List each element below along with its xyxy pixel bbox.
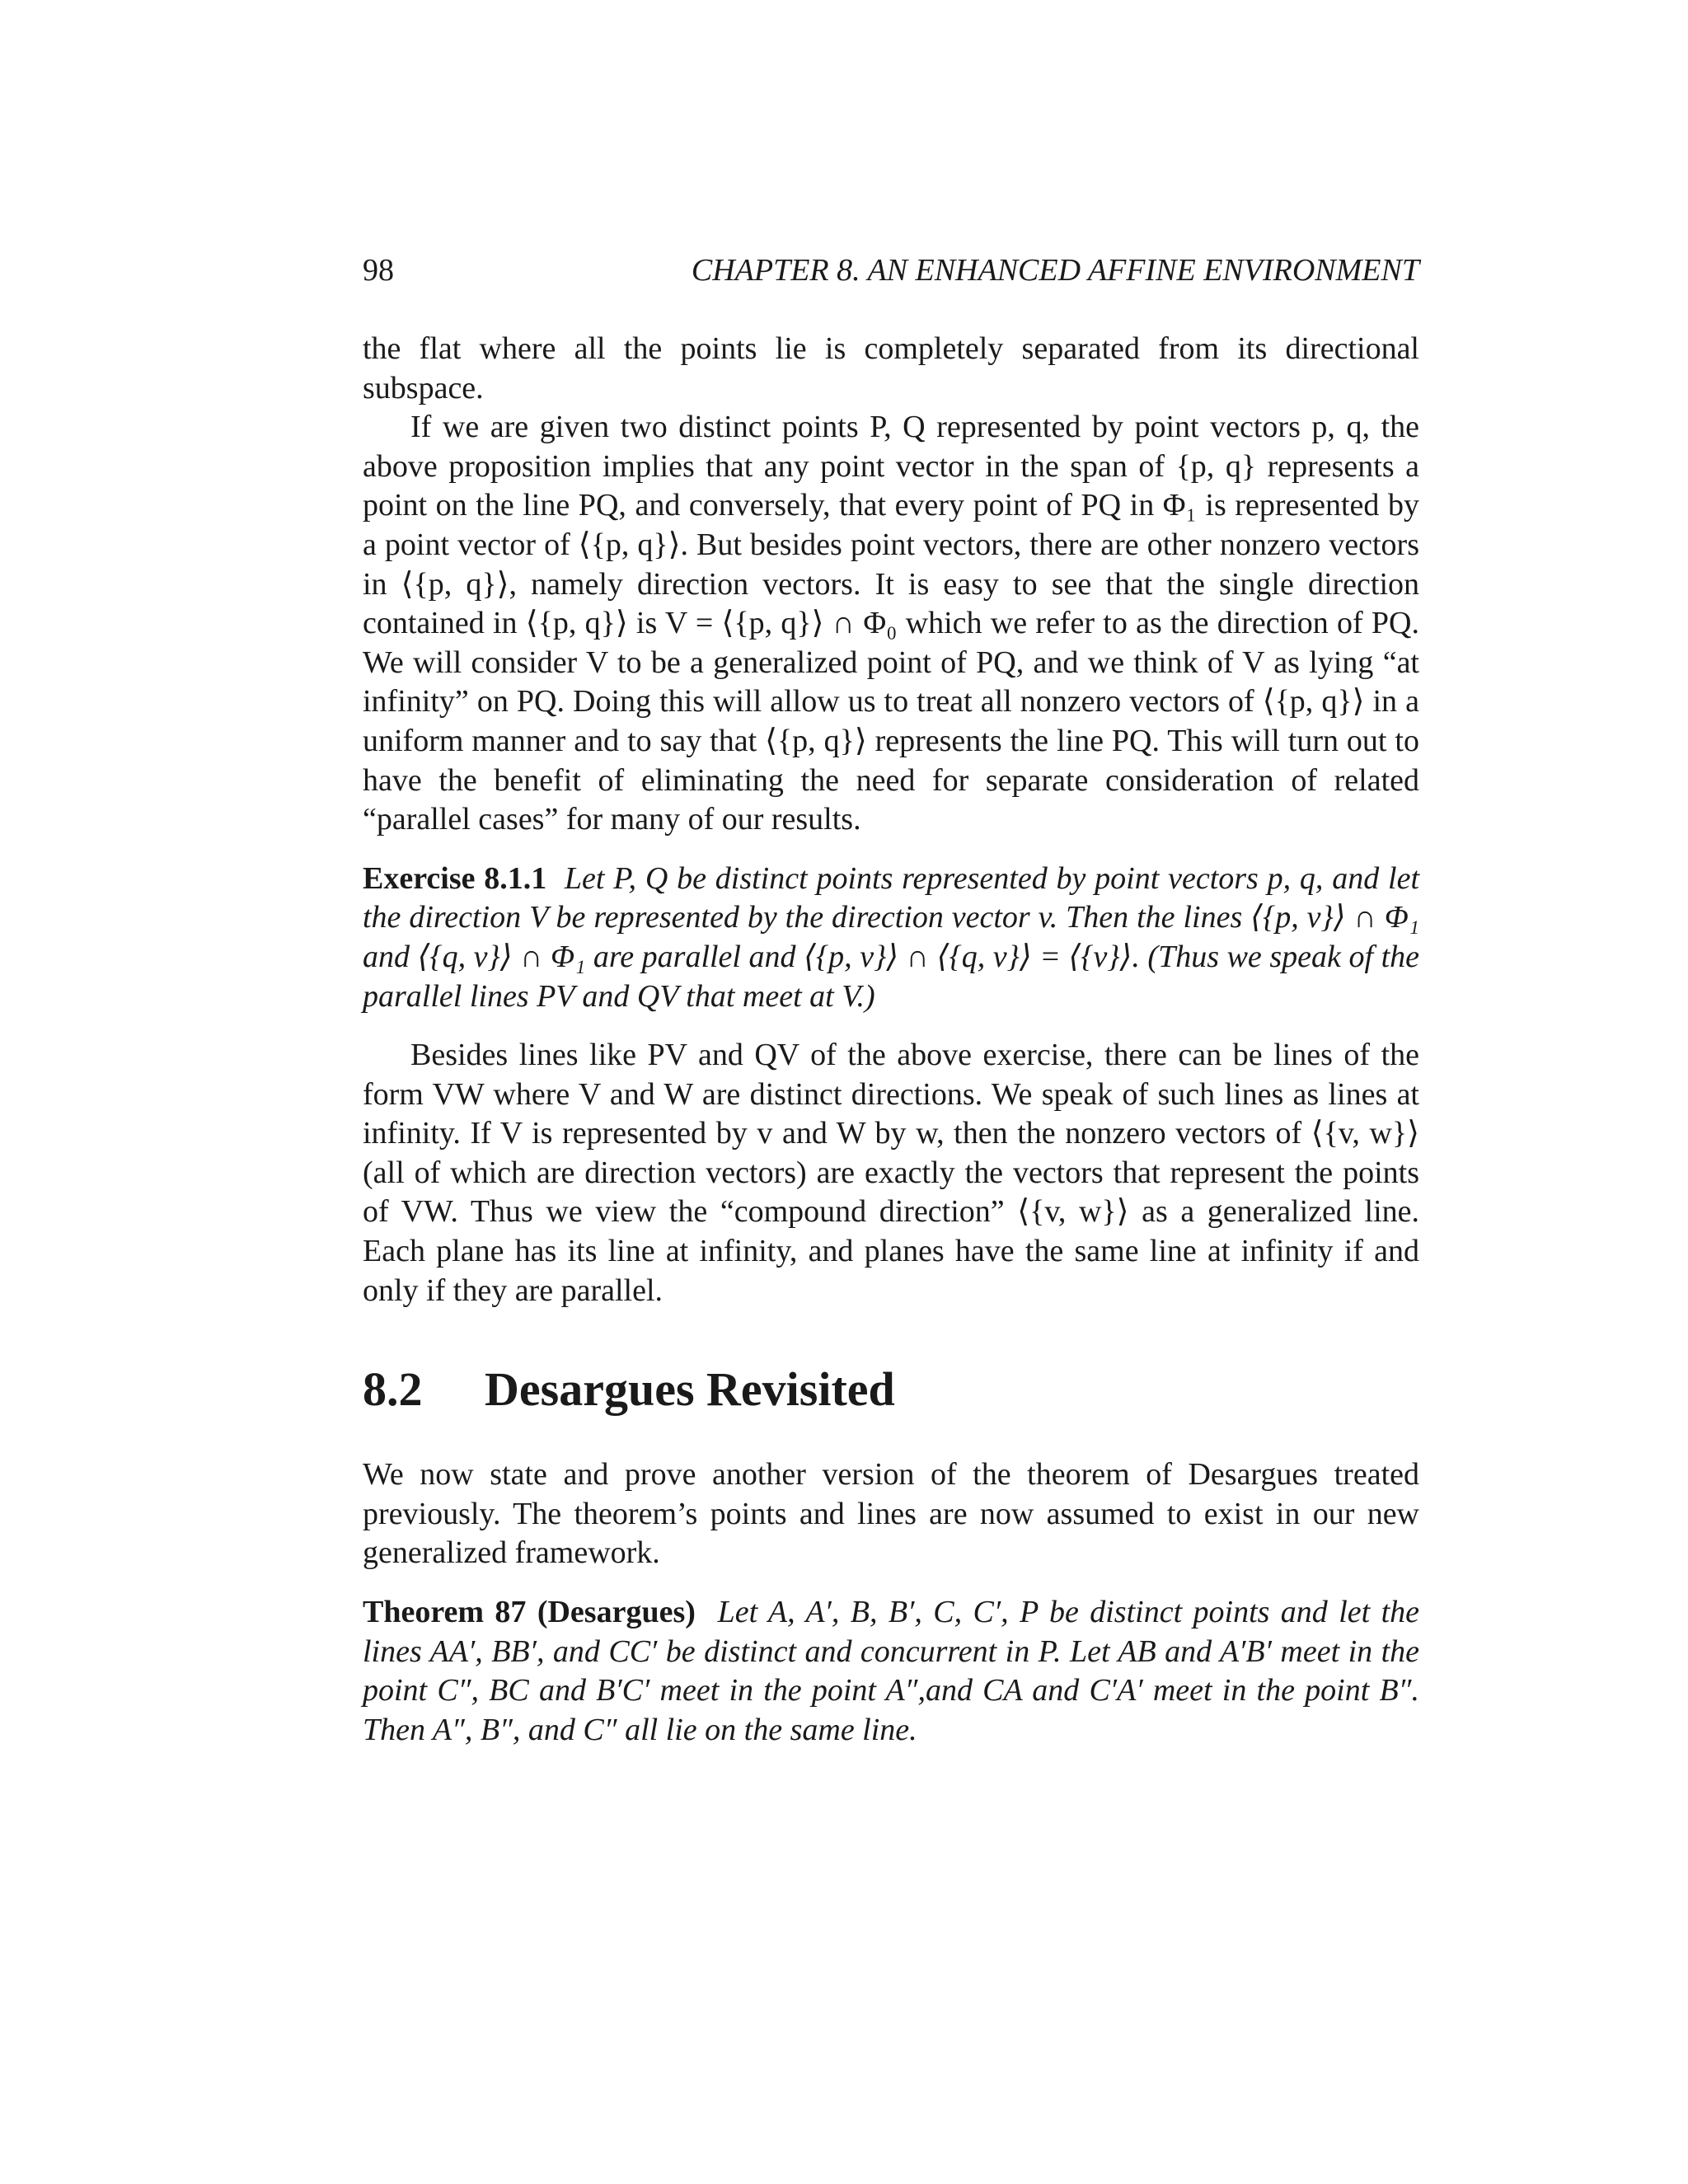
section-title: Desargues Revisited <box>485 1362 895 1417</box>
exercise-block <box>363 860 1419 1016</box>
page-number: 98 <box>363 253 394 288</box>
page <box>363 247 1419 1750</box>
running-title: CHAPTER 8. AN ENHANCED AFFINE ENVIRONMENT <box>691 253 1419 288</box>
exercise-text: Let P, Q be distinct points represented by point vectors p, q, and let the direction V be represented by the direction vector v. Then the lines ⟨{p, v}⟩ ∩ Φ₁ and ⟨{q, v}⟩ ∩ Φ₁ are parallel and ⟨{p, v}⟩ ∩ ⟨{q, v}⟩ = ⟨{v}⟩. (Thus we speak of the parallel lines PV and QV that meet at V.) <box>363 860 1420 1014</box>
section-heading <box>363 1357 1419 1422</box>
theorem-block <box>363 1593 1419 1750</box>
running-head <box>363 247 1419 293</box>
exercise-label: Exercise 8.1.1 <box>363 860 547 896</box>
theorem-text: Let A, A′, B, B′, C, C′, P be distinct points and let the lines AA′, BB′, and CC′ be distinct and concurrent in P. Let AB and A′B′ meet in the point C″, BC and B′C′ meet in the point A″,and CA and C′A′ meet in the point B″. Then A″, B″, and C″ all lie on the same line. <box>363 1595 1419 1747</box>
body-paragraph-2: If we are given two distinct points P, Q represented by point vectors p, q, the above proposition implies that any point vector in the span of {p, q} represents a point on the line PQ, and conversely, that every point of PQ in Φ₁ is represented by a point vector of ⟨{p, q}⟩. But besides point vectors, there are other nonzero vectors in ⟨{p, q}⟩, namely direction vectors. It is easy to see that the single direction contained in ⟨{p, q}⟩ is V = ⟨{p, q}⟩ ∩ Φ₀ which we refer to as the direction of PQ. We will consider V to be a generalized point of PQ, and we think of V as lying “at infinity” on PQ. Doing this will allow us to treat all nonzero vectors of ⟨{p, q}⟩ in a uniform manner and to say that ⟨{p, q}⟩ represents the line PQ. This will turn out to have the benefit of eliminating the need for separate consideration of related “parallel cases” for many of our results. <box>363 410 1419 837</box>
section-paragraph-1: We now state and prove another version of the theorem of Desargues treated previously. The theorem’s points and lines are now assumed to exist in our new generalized framework. <box>363 1457 1419 1571</box>
body-paragraph-3: Besides lines like PV and QV of the above exercise, there can be lines of the form VW where V and W are distinct directions. We speak of such lines as lines at infinity. If V is represented by v and W by w, then the nonzero vectors of ⟨{v, w}⟩ (all of which are direction vectors) are exactly the vectors that represent the points of VW. Thus we view the “compound direction” ⟨{v, w}⟩ as a generalized line. Each plane has its line at infinity, and planes have the same line at infinity if and only if they are parallel. <box>363 1038 1419 1308</box>
body-paragraph-1: the flat where all the points lie is completely separated from its directional subspace. <box>363 331 1419 405</box>
section-number: 8.2 <box>363 1362 423 1417</box>
theorem-label: Theorem 87 (Desargues) <box>363 1595 696 1630</box>
